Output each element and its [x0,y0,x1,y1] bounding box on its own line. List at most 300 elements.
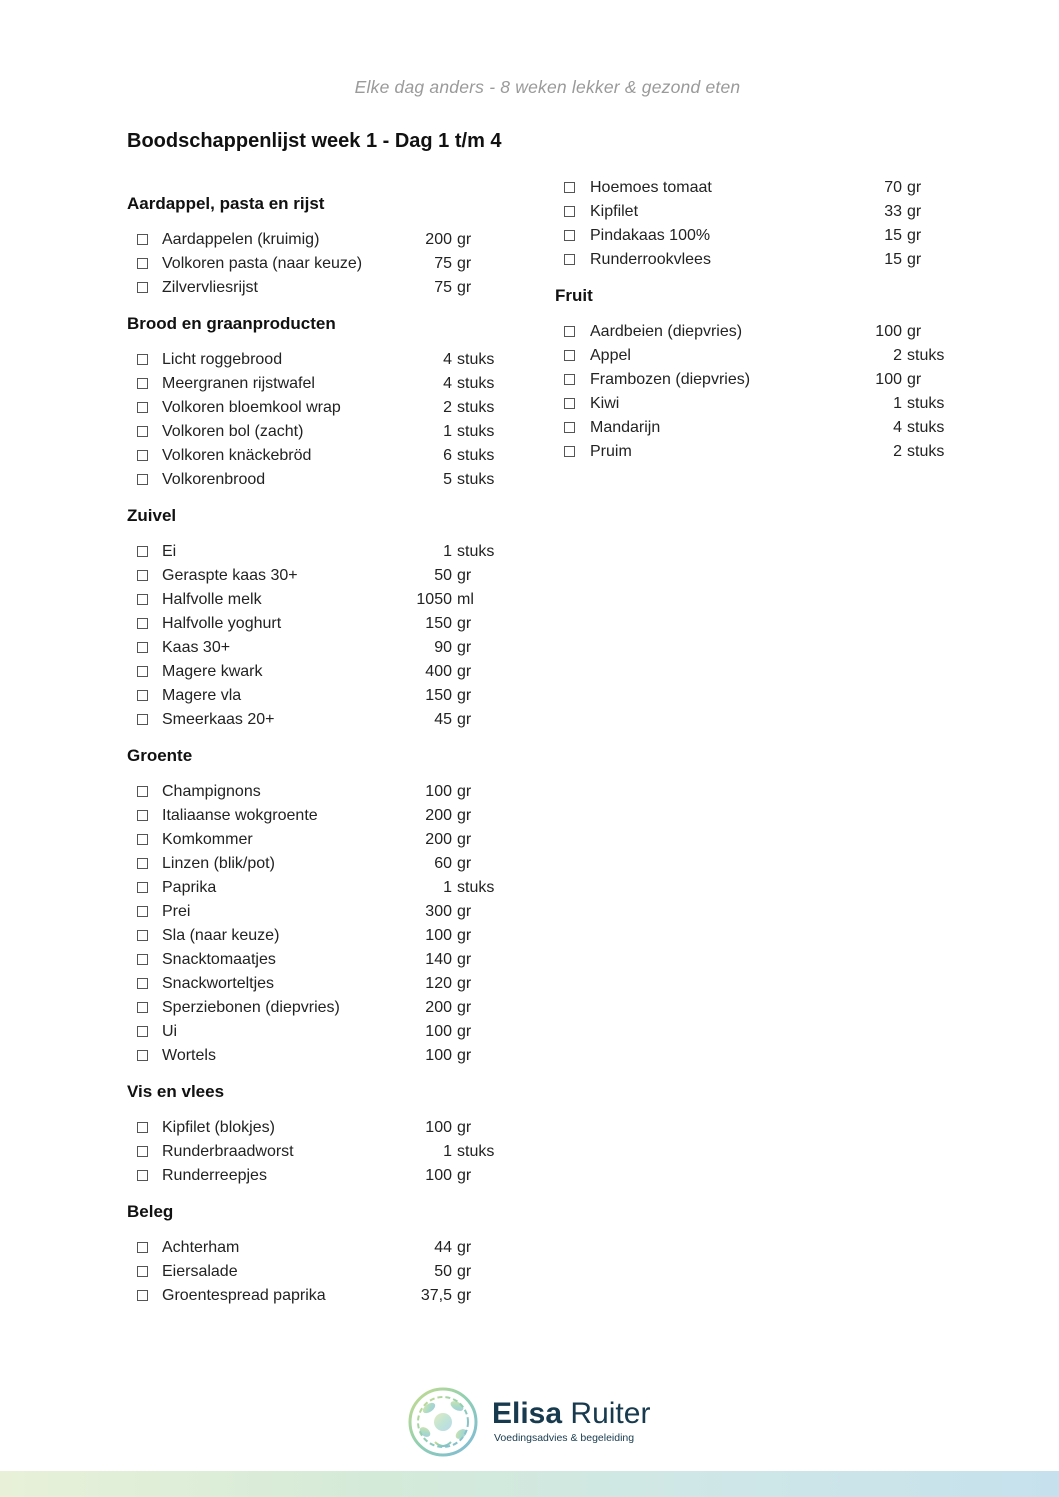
checkbox[interactable] [137,930,148,941]
quantity-unit: stuks [907,443,945,460]
list-item [127,396,507,420]
quantity-unit: gr [457,903,472,920]
quantity-unit: gr [457,711,472,728]
checkbox[interactable] [137,642,148,653]
checkbox[interactable] [137,714,148,725]
quantity-unit: gr [457,999,472,1016]
quantity-value: 50 [434,567,452,584]
item-list [127,780,507,1068]
page-title: Boodschappenlijst week 1 - Dag 1 t/m 4 [127,130,502,152]
quantity-value: 45 [434,711,452,728]
list-item [127,852,507,876]
item-quantity [395,1140,494,1164]
item-name: Geraspte kaas 30+ [162,567,298,584]
item-quantity [827,200,921,224]
checkbox[interactable] [137,882,148,893]
item-quantity [395,1164,471,1188]
list-item [127,828,507,852]
quantity-value: 75 [434,255,452,272]
item-quantity [395,804,471,828]
quantity-unit: gr [457,807,472,824]
quantity-value: 5 [443,471,452,488]
checkbox[interactable] [137,426,148,437]
quantity-unit: gr [907,227,922,244]
quantity-value: 200 [425,999,452,1016]
list-item [127,804,507,828]
item-quantity [395,684,471,708]
list-item [127,708,507,732]
item-quantity [395,1020,471,1044]
quantity-value: 140 [425,951,452,968]
item-name: Ui [162,1023,178,1040]
quantity-unit: gr [457,615,472,632]
quantity-unit: gr [907,251,922,268]
item-quantity [395,852,471,876]
list-item [555,344,945,368]
quantity-value: 150 [425,615,452,632]
list-item [127,588,507,612]
left-column [127,192,507,1320]
quantity-unit: stuks [907,419,945,436]
list-item [127,252,507,276]
item-name: Runderrookvlees [590,251,711,268]
quantity-value: 37,5 [420,1287,452,1304]
item-quantity [395,1260,471,1284]
right-sections [555,284,945,464]
item-name: Runderbraadworst [162,1143,294,1160]
item-quantity [395,1044,471,1068]
checkbox[interactable] [564,446,575,457]
checkbox[interactable] [137,1026,148,1037]
quantity-value: 15 [884,227,902,244]
list-item [127,1164,507,1188]
item-quantity [395,948,471,972]
quantity-unit: gr [457,1239,472,1256]
item-name: Aardbeien (diepvries) [590,323,743,340]
quantity-unit: ml [457,591,474,608]
list-item [127,348,507,372]
category-section [555,284,945,464]
quantity-value: 300 [425,903,452,920]
quantity-unit: stuks [907,347,945,364]
quantity-unit: stuks [457,1143,495,1160]
quantity-unit: gr [457,783,472,800]
leaf-wreath-icon [405,1382,481,1462]
quantity-unit: gr [457,927,472,944]
quantity-value: 4 [443,375,452,392]
item-name: Italiaanse wokgroente [162,807,318,824]
item-quantity [395,252,471,276]
checkbox[interactable] [137,978,148,989]
quantity-value: 400 [425,663,452,680]
item-quantity [395,876,494,900]
quantity-unit: stuks [457,447,495,464]
item-list [127,540,507,732]
category-title: Brood en graanproducten [127,314,336,333]
quantity-unit: gr [907,179,922,196]
item-name: Kipfilet (blokjes) [162,1119,275,1136]
item-quantity [395,708,471,732]
list-item [127,564,507,588]
category-title: Fruit [555,286,593,305]
quantity-unit: gr [907,371,922,388]
item-quantity [395,564,471,588]
item-name: Magere vla [162,687,242,704]
item-quantity [395,228,471,252]
checkbox[interactable] [137,1146,148,1157]
list-item [127,1260,507,1284]
item-quantity [395,420,494,444]
item-quantity [395,588,474,612]
quantity-value: 1 [893,395,902,412]
item-quantity [395,636,471,660]
item-name: Komkommer [162,831,253,848]
item-name: Licht roggebrood [162,351,283,368]
item-quantity [827,440,944,464]
item-name: Eiersalade [162,1263,238,1280]
item-name: Kaas 30+ [162,639,231,656]
quantity-value: 200 [425,807,452,824]
list-item [555,176,935,200]
checkbox[interactable] [137,570,148,581]
item-name: Volkoren bloemkool wrap [162,399,341,416]
item-quantity [395,900,471,924]
quantity-unit: gr [457,279,472,296]
checkbox[interactable] [137,618,148,629]
item-name: Wortels [162,1047,216,1064]
list-item [555,248,935,272]
item-name: Prei [162,903,191,920]
item-quantity [395,348,494,372]
category-section [127,1200,507,1308]
item-quantity [395,468,494,492]
item-quantity [395,372,494,396]
item-name: Volkoren bol (zacht) [162,423,304,440]
quantity-value: 75 [434,279,452,296]
item-quantity [827,416,944,440]
item-name: Sla (naar keuze) [162,927,280,944]
checkbox[interactable] [137,1050,148,1061]
item-name: Volkorenbrood [162,471,266,488]
quantity-unit: gr [457,1287,472,1304]
item-name: Ei [162,543,177,560]
list-item [555,224,935,248]
checkbox[interactable] [137,354,148,365]
item-name: Mandarijn [590,419,661,436]
item-quantity [395,828,471,852]
quantity-unit: stuks [457,351,495,368]
item-quantity [827,176,921,200]
quantity-value: 1 [443,879,452,896]
item-name: Halfvolle melk [162,591,262,608]
item-quantity [395,276,471,300]
item-quantity [395,1236,471,1260]
checkbox[interactable] [137,666,148,677]
checkbox[interactable] [137,834,148,845]
checkbox[interactable] [137,1170,148,1181]
checkbox[interactable] [564,326,575,337]
checkbox[interactable] [137,810,148,821]
quantity-value: 1 [443,543,452,560]
item-name: Snacktomaatjes [162,951,276,968]
quantity-unit: gr [457,1047,472,1064]
list-item [127,900,507,924]
quantity-unit: gr [457,855,472,872]
category-section [127,1080,507,1188]
checkbox[interactable] [564,254,575,265]
checkbox[interactable] [137,234,148,245]
quantity-value: 2 [893,443,902,460]
list-item [127,420,507,444]
item-name: Pruim [590,443,632,460]
quantity-unit: gr [457,567,472,584]
list-item [127,444,507,468]
list-item [555,320,935,344]
quantity-value: 4 [893,419,902,436]
category-section [127,744,507,1068]
quantity-unit: stuks [457,879,495,896]
item-quantity [395,924,471,948]
item-quantity [827,248,921,272]
brand-name [492,1398,650,1430]
quantity-unit: gr [457,687,472,704]
list-item [127,468,507,492]
item-name: Runderreepjes [162,1167,267,1184]
quantity-value: 1 [443,1143,452,1160]
quantity-unit: stuks [457,399,495,416]
category-section [127,312,507,492]
checkbox[interactable] [137,1266,148,1277]
quantity-unit: gr [457,1167,472,1184]
item-list [127,348,507,492]
item-name: Paprika [162,879,217,896]
brand-last: Ruiter [570,1397,651,1430]
checkbox[interactable] [137,450,148,461]
quantity-value: 100 [425,1119,452,1136]
quantity-value: 6 [443,447,452,464]
item-name: Volkoren pasta (naar keuze) [162,255,363,272]
checkbox[interactable] [564,422,575,433]
quantity-value: 100 [425,1167,452,1184]
list-item [127,228,507,252]
list-item [127,1140,507,1164]
quantity-value: 200 [425,231,452,248]
checkbox[interactable] [137,690,148,701]
quantity-unit: stuks [457,375,495,392]
footer-band [0,1471,1059,1497]
quantity-value: 120 [425,975,452,992]
item-name: Kipfilet [590,203,639,220]
quantity-value: 70 [884,179,902,196]
list-item [127,948,507,972]
item-name: Smeerkaas 20+ [162,711,275,728]
checkbox[interactable] [137,594,148,605]
list-item [127,876,507,900]
quantity-unit: stuks [457,543,495,560]
brand-tagline: Voedingsadvies & begeleiding [494,1432,635,1444]
list-item [127,1236,507,1260]
list-item [127,1116,507,1140]
quantity-value: 2 [443,399,452,416]
quantity-value: 100 [425,783,452,800]
list-item [127,972,507,996]
item-name: Aardappelen (kruimig) [162,231,320,248]
quantity-unit: stuks [457,471,495,488]
list-item [127,540,507,564]
checkbox[interactable] [564,374,575,385]
checkbox[interactable] [564,182,575,193]
quantity-unit: gr [457,1119,472,1136]
item-name: Groentespread paprika [162,1287,326,1304]
quantity-unit: gr [907,203,922,220]
quantity-value: 44 [434,1239,452,1256]
item-name: Halfvolle yoghurt [162,615,282,632]
quantity-unit: gr [457,975,472,992]
list-item [555,440,945,464]
item-list [127,1116,507,1188]
quantity-value: 60 [434,855,452,872]
item-quantity [395,972,471,996]
item-quantity [827,320,921,344]
item-name: Frambozen (diepvries) [590,371,751,388]
checkbox[interactable] [137,1290,148,1301]
quantity-unit: gr [457,831,472,848]
checkbox[interactable] [137,1242,148,1253]
item-name: Sperziebonen (diepvries) [162,999,340,1016]
quantity-unit: gr [457,255,472,272]
item-quantity [827,392,944,416]
category-title: Groente [127,746,193,765]
list-item [127,372,507,396]
item-list [127,1236,507,1308]
quantity-unit: gr [457,1023,472,1040]
item-list [555,320,945,464]
list-item [127,780,507,804]
quantity-value: 100 [875,323,902,340]
category-title: Beleg [127,1202,174,1221]
item-name: Zilvervliesrijst [162,279,258,296]
checkbox[interactable] [137,858,148,869]
list-item [555,200,935,224]
checkbox[interactable] [137,1122,148,1133]
checkbox[interactable] [564,230,575,241]
checkbox[interactable] [137,282,148,293]
quantity-value: 50 [434,1263,452,1280]
item-quantity [827,224,921,248]
list-item [555,368,935,392]
quantity-unit: stuks [907,395,945,412]
quantity-unit: gr [457,1263,472,1280]
list-item [555,392,945,416]
checkbox[interactable] [137,1002,148,1013]
quantity-value: 100 [875,371,902,388]
item-name: Achterham [162,1239,240,1256]
list-item [127,636,507,660]
checkbox[interactable] [137,474,148,485]
quantity-unit: gr [907,323,922,340]
quantity-unit: gr [457,231,472,248]
category-title: Vis en vlees [127,1082,225,1101]
quantity-unit: gr [457,663,472,680]
item-name: Linzen (blik/pot) [162,855,275,872]
checkbox[interactable] [564,206,575,217]
category-section [127,192,507,300]
item-name: Champignons [162,783,261,800]
item-quantity [395,1284,471,1308]
checkbox[interactable] [137,402,148,413]
brand-first: Elisa [492,1397,563,1430]
list-item [127,1020,507,1044]
list-item [555,416,945,440]
quantity-value: 4 [443,351,452,368]
list-item [127,1044,507,1068]
continued-list [555,176,935,272]
item-quantity [395,444,494,468]
list-item [127,924,507,948]
item-quantity [395,780,471,804]
quantity-value: 15 [884,251,902,268]
item-name: Appel [590,347,631,364]
checkbox[interactable] [564,350,575,361]
category-title: Zuivel [127,506,177,525]
checkbox[interactable] [137,378,148,389]
quantity-value: 150 [425,687,452,704]
item-name: Snackworteltjes [162,975,275,992]
quantity-value: 33 [884,203,902,220]
list-item [127,684,507,708]
checkbox[interactable] [137,954,148,965]
item-quantity [395,612,471,636]
quantity-value: 200 [425,831,452,848]
quantity-value: 2 [893,347,902,364]
list-item [127,276,507,300]
quantity-unit: gr [457,639,472,656]
quantity-value: 1050 [416,591,452,608]
item-quantity [395,996,471,1020]
list-item [127,1284,507,1308]
right-column [555,176,945,476]
item-name: Kiwi [590,395,620,412]
checkbox[interactable] [564,398,575,409]
quantity-value: 90 [434,639,452,656]
quantity-unit: gr [457,951,472,968]
quantity-value: 1 [443,423,452,440]
item-name: Volkoren knäckebröd [162,447,312,464]
item-quantity [395,660,471,684]
item-name: Magere kwark [162,663,263,680]
item-list [127,228,507,300]
list-item [127,660,507,684]
category-section [127,504,507,732]
list-item [127,612,507,636]
item-name: Meergranen rijstwafel [162,375,315,392]
quantity-value: 100 [425,1023,452,1040]
checkbox[interactable] [137,546,148,557]
item-quantity [827,344,944,368]
quantity-value: 100 [425,1047,452,1064]
brand-logo [405,1382,665,1462]
item-name: Pindakaas 100% [590,227,711,244]
category-title: Aardappel, pasta en rijst [127,194,325,213]
item-quantity [395,540,494,564]
page-subtitle: Elke dag anders - 8 weken lekker & gezond eten [354,77,741,97]
checkbox[interactable] [137,786,148,797]
item-quantity [827,368,921,392]
item-quantity [395,396,494,420]
checkbox[interactable] [137,258,148,269]
checkbox[interactable] [137,906,148,917]
item-name: Hoemoes tomaat [590,179,712,196]
